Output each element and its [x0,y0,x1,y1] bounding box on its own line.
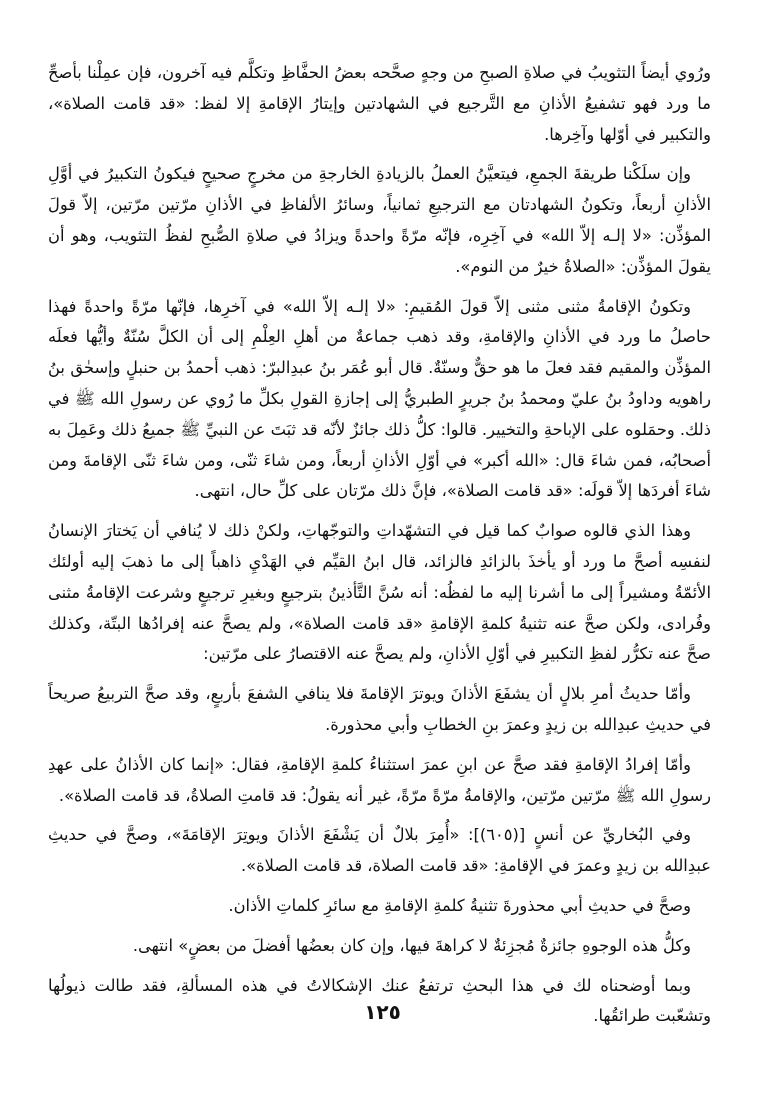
page-body [48,58,711,1032]
paragraph-6: وأمّا إفرادُ الإقامةِ فقد صحَّ عن ابنِ عمرَ استثناءُ كلمةِ الإقامةِ، فقال: «إنما كان الأذانُ على عهدِ رسولِ الله ﷺ مرّتين مرّتين، والإقامةُ مرّةً مرّةً، غير أنه يقولُ: قد قامتِ الصلاةُ، قد قامت الصلاة». [48,754,711,805]
paragraph-8: وصحَّ في حديثِ أبي محذورةَ تثنيةُ كلمةِ الإقامةِ مع سائرِ كلماتِ الأذان. [228,895,691,915]
paragraph-3: وتكونُ الإقامةُ مثنى مثنى إلاّ قولَ المُقيمِ: «لا إلـه إلاّ الله» في آخرِها، فإنّها مرّةً واحدةً فهذا حاصلُ ما ورد في الأذانِ والإقامةِ، وقد ذهب جماعةٌ من أهلِ العِلْمِ إلى أن الكلَّ سُنّةٌ وأيُّها فعلَه المؤذِّن والمقيم فقد فعلَ ما هو حقٌّ وسنّةٌ. قال أبو عُمَر بنُ عبدِالبرّ: ذهب أحمدُ بن حنبلٍ وإسحٰق بنُ راهويه وداودُ بنُ عليّ ومحمدُ بنُ جريرٍ الطبريُّ إلى إجازةِ القولِ بكلِّ ما رُوي عن رسولِ الله ﷺ في ذلك. وحمَلوه على الإباحةِ والتخيير. قالوا: كلُّ ذلك جائزٌ لأنّه قد ثبَتَ عن النبيِّ ﷺ جميعُ ذلك وعَمِلَ به أصحابُه، فمن شاءَ قال: «الله أكبر» في أوّلِ الأذانِ أربعاً، ومن شاءَ ثنّى، ومن شاءَ ثنّى الإقامةَ ومن شاءَ أفردَها إلاّ قولَه: «قد قامت الصلاة»، فإنَّ ذلك مرّتان على كلِّ حال، انتهى. [48,296,711,501]
paragraph-4: وهذا الذي قالوه صوابٌ كما قيل في التشهّداتِ والتوجّهاتِ، ولكنْ ذلك لا يُنافي أن يَختارَ الإنسانُ لنفسِه أصحَّ ما ورد أو يأخذَ بالزائدِ فالزائد، قال ابنُ القيِّم في الهَدْيِ ذاهباً إلى ما ذهبَ إليه أولئك الأئمّةُ ومشيراً إلى ما أشرنا إليه ما لفظُه: أنه سُنَّ التَّأذينُ بترجيعٍ وبغيرِ ترجيعٍ وشرعت الإقامةُ مثنى وفُرادى، ولكن صحَّ عنه تثنيةُ كلمةِ الإقامةِ «قد قامت الصلاة»، ولم يصحَّ عنه إفرادُها البتّة، وكذلك صحَّ عنه تكرُّر لفظِ التكبيرِ في أوّلِ الأذانِ، ولم يصحَّ عنه الاقتصارُ على مرّتين: [48,521,711,664]
page-number: ١٢٥ [364,1000,401,1024]
paragraph-10: وبما أوضحناه لك في هذا البحثِ ترتفعُ عنك الإشكالاتُ في هذه المسألةِ، فقد طالت ذيولُها وتشعّبت طرائقُها. [48,975,711,1026]
paragraph-7: وفي البُخاريِّ عن أنسٍ [(٦٠٥)]: «أُمِرَ بلالٌ أن يَشْفَعَ الأذانَ ويوتِرَ الإقامَةَ»، وصحَّ في حديثِ عبدِالله بن زيدٍ وعمرَ في الإقامةِ: «قد قامت الصلاة، قد قامت الصلاة». [48,825,711,876]
paragraph-1: ورُوي أيضاً التثويبُ في صلاةِ الصبحِ من وجهٍ صحَّحه بعضُ الحفَّاظِ وتكلَّم فيه آخرون، فإن عمِلْنا بأصحِّ ما ورد فهو تشفيعُ الأذانِ مع التَّرجيع في الشهادتين وإيتارُ الإقامةِ إلا لفظ: «قد قامت الصلاة»، والتكبير في أوّلها وآخِرها. [48,63,711,144]
paragraph-9: وكلُّ هذه الوجوهِ جائزةٌ مُجزِئةٌ لا كراهةَ فيها، وإن كان بعضُها أفضلَ من بعضٍ» انتهى. [132,935,691,955]
paragraph-5: وأمّا حديثُ أمرِ بلالٍ أن يشفَعَ الأذانَ ويوترَ الإقامةَ فلا ينافي الشفعَ بأربعٍ، وقد صحَّ التربيعُ صريحاً في حديثِ عبدِالله بن زيدٍ وعمرَ بنِ الخطابِ وأبي محذورة. [48,684,711,734]
paragraph-2: وإن سلَكْنا طريقةَ الجمعِ، فيتعيَّنُ العملُ بالزيادةِ الخارجةِ من مخرجٍ صحيحٍ فيكونُ التكبيرُ في أوَّلِ الأذانِ أربعاً، وتكونُ الشهادتان مع الترجيعِ ثمانياً، وسائرُ الألفاظِ في الأذانِ مرّتين مرّتين، إلاّ قولَ المؤذِّن: «لا إلـه إلاّ الله» في آخِرِه، فإنّه مرّةً واحدةً ويزادُ في صلاةِ الصُّبحِ لفظُ التثويب، وهو أن يقولَ المؤذِّن: «الصلاةُ خيرٌ من النوم». [48,164,711,276]
